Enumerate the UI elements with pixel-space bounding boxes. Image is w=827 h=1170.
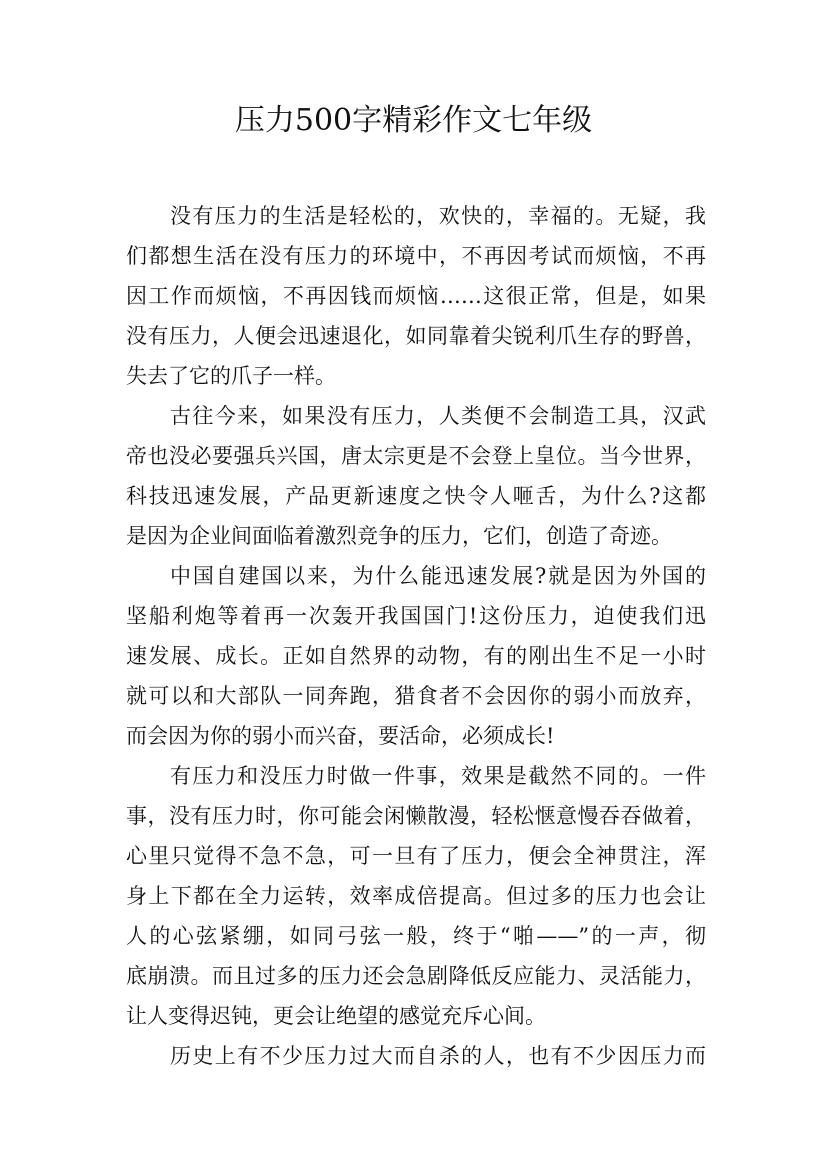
paragraph-line: 人的心弦紧绷，如同弓弦一般，终于“啪——”的一声，彻 — [126, 924, 706, 948]
paragraph-line: 中国自建国以来，为什么能迅速发展?就是因为外国的 — [170, 564, 706, 588]
paragraph — [126, 556, 706, 756]
paragraph — [126, 196, 706, 396]
document-title: 压力500字精彩作文七年级 — [234, 103, 593, 138]
paragraph-line: 古往今来，如果没有压力，人类便不会制造工具，汉武 — [170, 404, 706, 428]
paragraph-line: 心里只觉得不急不急，可一旦有了压力，便会全神贯注，浑 — [126, 844, 706, 868]
paragraph-line: 失去了它的爪子一样。 — [126, 364, 336, 388]
paragraph-line: 没有压力，人便会迅速退化，如同靠着尖锐利爪生存的野兽， — [126, 324, 706, 348]
paragraph-line: 让人变得迟钝，更会让绝望的感觉充斥心间。 — [126, 1004, 546, 1028]
paragraph-line: 底崩溃。而且过多的压力还会急剧降低反应能力、灵活能力， — [126, 964, 706, 988]
paragraph-line: 因工作而烦恼，不再因钱而烦恼……这很正常，但是，如果 — [126, 284, 706, 308]
paragraph-line: 坚船利炮等着再一次轰开我国国门!这份压力，迫使我们迅 — [126, 604, 706, 628]
paragraph-line: 事，没有压力时，你可能会闲懒散漫，轻松惬意慢吞吞做着， — [126, 804, 706, 828]
paragraph — [126, 756, 706, 1036]
paragraph-line: 帝也没必要强兵兴国，唐太宗更是不会登上皇位。当今世界， — [126, 444, 706, 468]
paragraph-line: 是因为企业间面临着激烈竞争的压力，它们，创造了奇迹。 — [126, 524, 672, 548]
paragraph-line: 就可以和大部队一同奔跑，猎食者不会因你的弱小而放弃， — [126, 684, 706, 708]
paragraph-line: 没有压力的生活是轻松的，欢快的，幸福的。无疑，我 — [170, 204, 706, 228]
paragraph-line: 科技迅速发展，产品更新速度之快令人咂舌，为什么?这都 — [126, 484, 706, 508]
paragraph — [126, 1036, 706, 1076]
paragraph-line: 而会因为你的弱小而兴奋，要活命，必须成长! — [126, 724, 555, 748]
paragraph-line: 们都想生活在没有压力的环境中，不再因考试而烦恼，不再 — [126, 244, 706, 268]
paragraph-line: 历史上有不少压力过大而自杀的人，也有不少因压力而 — [170, 1044, 706, 1068]
paragraph — [126, 396, 706, 556]
paragraph-line: 身上下都在全力运转，效率成倍提高。但过多的压力也会让 — [126, 884, 706, 908]
paragraph-line: 速发展、成长。正如自然界的动物，有的刚出生不足一小时 — [126, 644, 706, 668]
paragraph-line: 有压力和没压力时做一件事，效果是截然不同的。一件 — [170, 764, 706, 788]
document-body — [126, 196, 706, 1076]
